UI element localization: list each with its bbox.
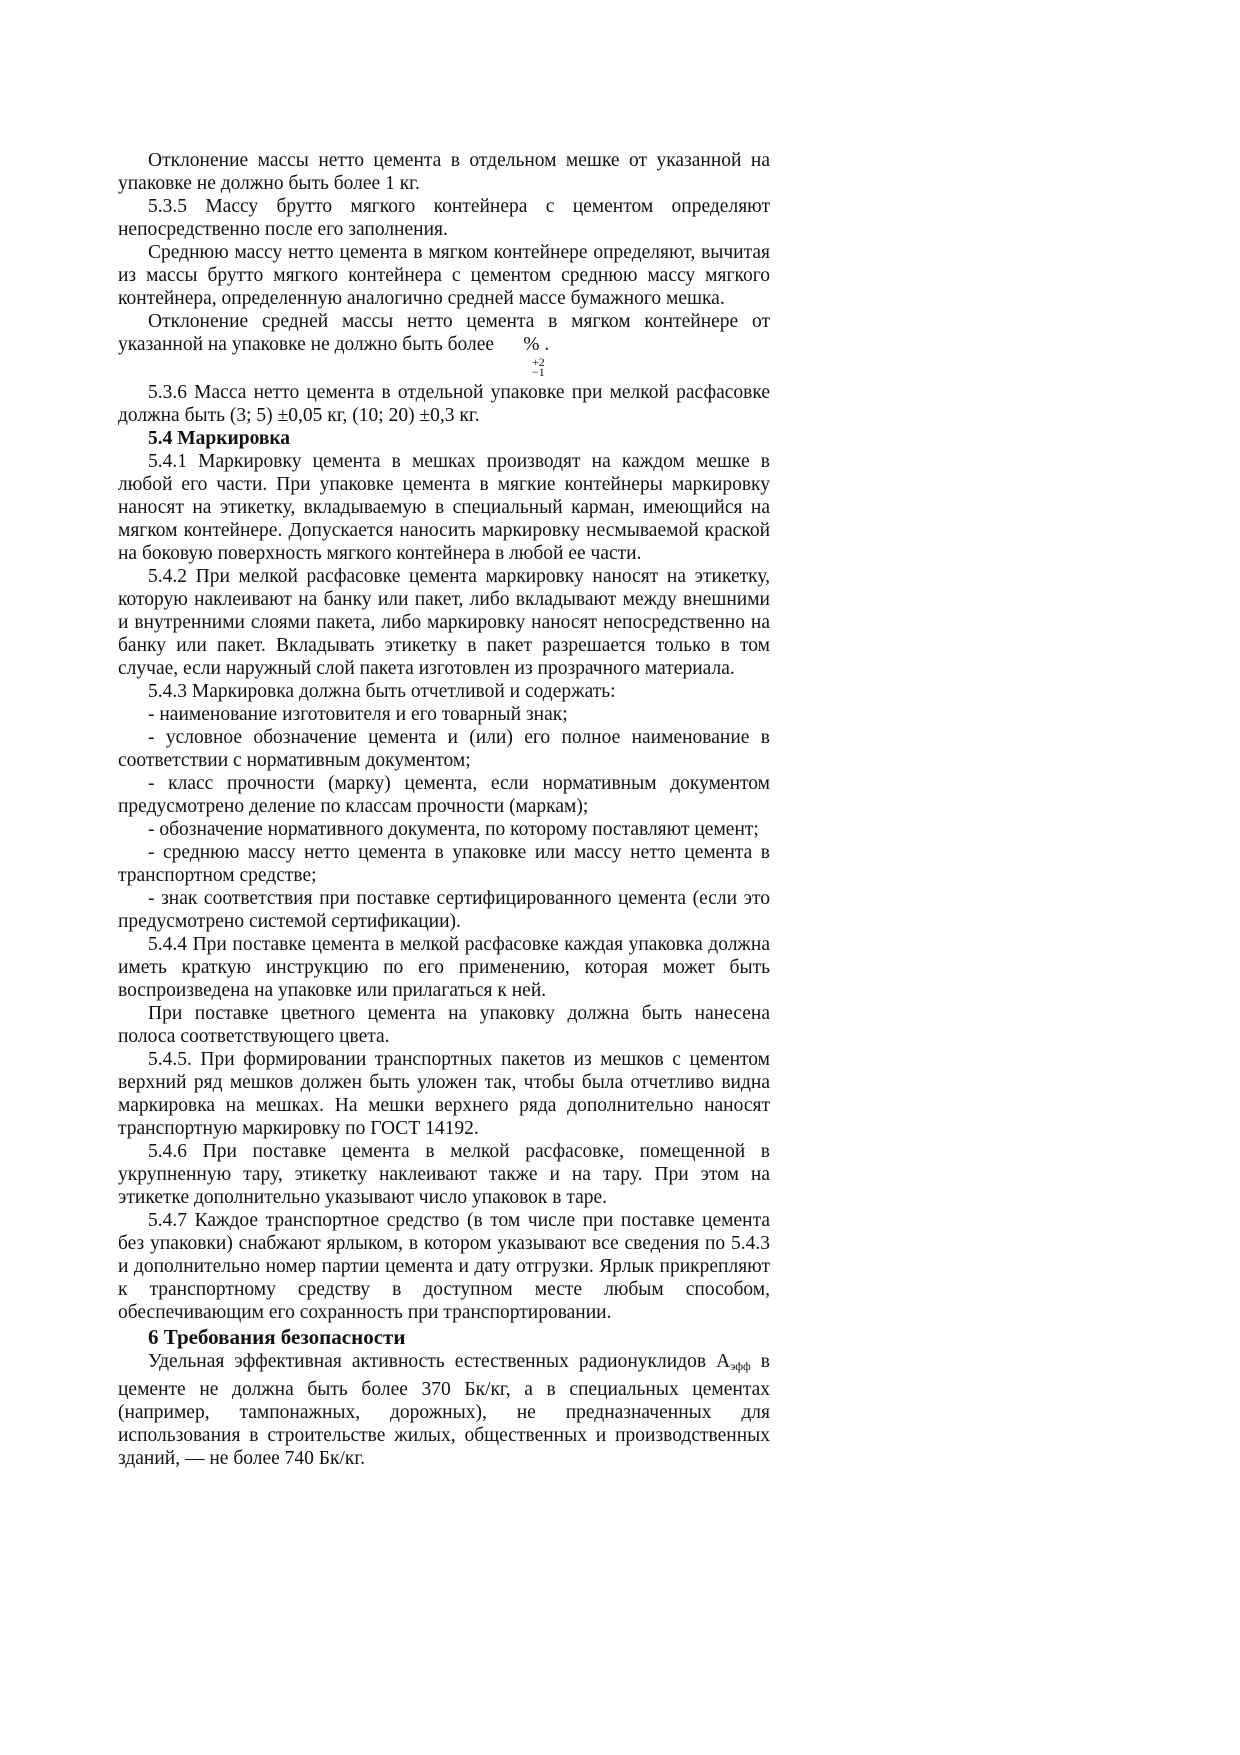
paragraph-544: 5.4.4 При поставке цемента в мелкой расфасовке каждая упаковка должна иметь краткую инструкцию по его применению, которая может быть воспроизведена на упаковке или прилагаться к ней. xyxy=(118,934,770,1001)
paragraph-545: 5.4.5. При формировании транспортных пакетов из мешков с цементом верхний ряд мешков должен быть уложен так, чтобы была отчетливо видна маркировка на мешках. На мешки верхнего ряда дополнительно наносят транспортную маркировку по ГОСТ 14192. xyxy=(118,1049,770,1139)
aeff-subscript: эфф xyxy=(730,1359,751,1373)
paragraph-535-deviation: Отклонение массы нетто цемента в отдельном мешке от указанной на упаковке не должно быть более 1 кг. xyxy=(118,150,770,194)
paragraph-546: 5.4.6 При поставке цемента в мелкой расфасовке, помещенной в укрупненную тару, этикетку наклеивают также и на тару. При этом на этикетке дополнительно указывают число упаковок в таре. xyxy=(118,1141,770,1208)
heading-6-safety: 6 Требования безопасности xyxy=(148,1325,406,1349)
paragraph-547: 5.4.7 Каждое транспортное средство (в том числе при поставке цемента без упаковки) снабжают ярлыком, в котором указывают все сведения по 5.4.3 и дополнительно номер партии цемента и дату отгрузки. Ярлык прикрепляют к транспортному средству в доступном месте любым способом, обеспечивающим его сохранность при транспортировании. xyxy=(118,1210,770,1323)
list-item: - среднюю массу нетто цемента в упаковке или массу нетто цемента в транспортном средстве; xyxy=(118,842,770,886)
list-item: - наименование изготовителя и его товарный знак; xyxy=(148,704,568,725)
radioactivity-text-end: в цементе не должна быть более 370 Бк/кг, а в специальных цементах (например, тампонажных, дорожных), не предназначенных для использования в строительстве жилых, общественных и производственных зданий, — не более 740 Бк/кг. xyxy=(118,1351,770,1469)
list-item: - знак соответствия при поставке сертифицированного цемента (если это предусмотрено системой сертификации). xyxy=(118,888,770,932)
list-item: - обозначение нормативного документа, по которому поставляют цемент; xyxy=(148,819,759,840)
paragraph-543: 5.4.3 Маркировка должна быть отчетливой и содержать: xyxy=(148,681,616,702)
paragraph-544-color: При поставке цветного цемента на упаковку должна быть нанесена полоса соответствующего цвета. xyxy=(118,1003,770,1047)
list-item: - условное обозначение цемента и (или) его полное наименование в соответствии с нормативным документом; xyxy=(118,727,770,771)
list-item: - класс прочности (марку) цемента, если нормативным документом предусмотрено деление по классам прочности (маркам); xyxy=(118,773,770,817)
paragraph-536: 5.3.6 Масса нетто цемента в отдельной упаковке при мелкой расфасовке должна быть (3; 5) ±0,05 кг, (10; 20) ±0,3 кг. xyxy=(118,382,770,426)
paragraph-535-average: Среднюю массу нетто цемента в мягком контейнере определяют, вычитая из массы брутто мягкого контейнера с цементом среднюю массу мягкого контейнера, определенную аналогично средней массе бумажного мешка. xyxy=(118,242,770,309)
paragraph-542: 5.4.2 При мелкой расфасовке цемента маркировку наносят на этикетку, которую наклеивают на банку или пакет, либо вкладывают между внешними и внутренними слоями пакета, либо маркировку наносят непосредственно на банку или пакет. Вкладывать этикетку в пакет разрешается только в том случае, если наружный слой пакета изготовлен из прозрачного материала. xyxy=(118,566,770,679)
radioactivity-text-start: Удельная эффективная активность естественных радионуклидов A xyxy=(148,1351,731,1372)
paragraph-6-radioactivity xyxy=(118,1350,770,1470)
paragraph-535: 5.3.5 Массу брутто мягкого контейнера с цементом определяют непосредственно после его заполнения. xyxy=(118,196,770,240)
document-page xyxy=(118,149,775,1470)
tolerance-superscript xyxy=(118,356,770,381)
heading-54: 5.4 Маркировка xyxy=(148,428,291,449)
tolerance-minus: −1 xyxy=(532,365,545,379)
tolerance-plus: +2 xyxy=(532,355,545,369)
paragraph-535-tolerance: Отклонение средней массы нетто цемента в мягком контейнере от указанной на упаковке не должно быть более % . xyxy=(118,311,775,355)
paragraph-541: 5.4.1 Маркировку цемента в мешках производят на каждом мешке в любой его части. При упаковке цемента в мягкие контейнеры маркировку наносят на этикетку, вкладываемую в специальный карман, имеющийся на мягком контейнере. Допускается наносить маркировку несмываемой краской на боковую поверхность мягкого контейнера в любой ее части. xyxy=(118,451,770,564)
